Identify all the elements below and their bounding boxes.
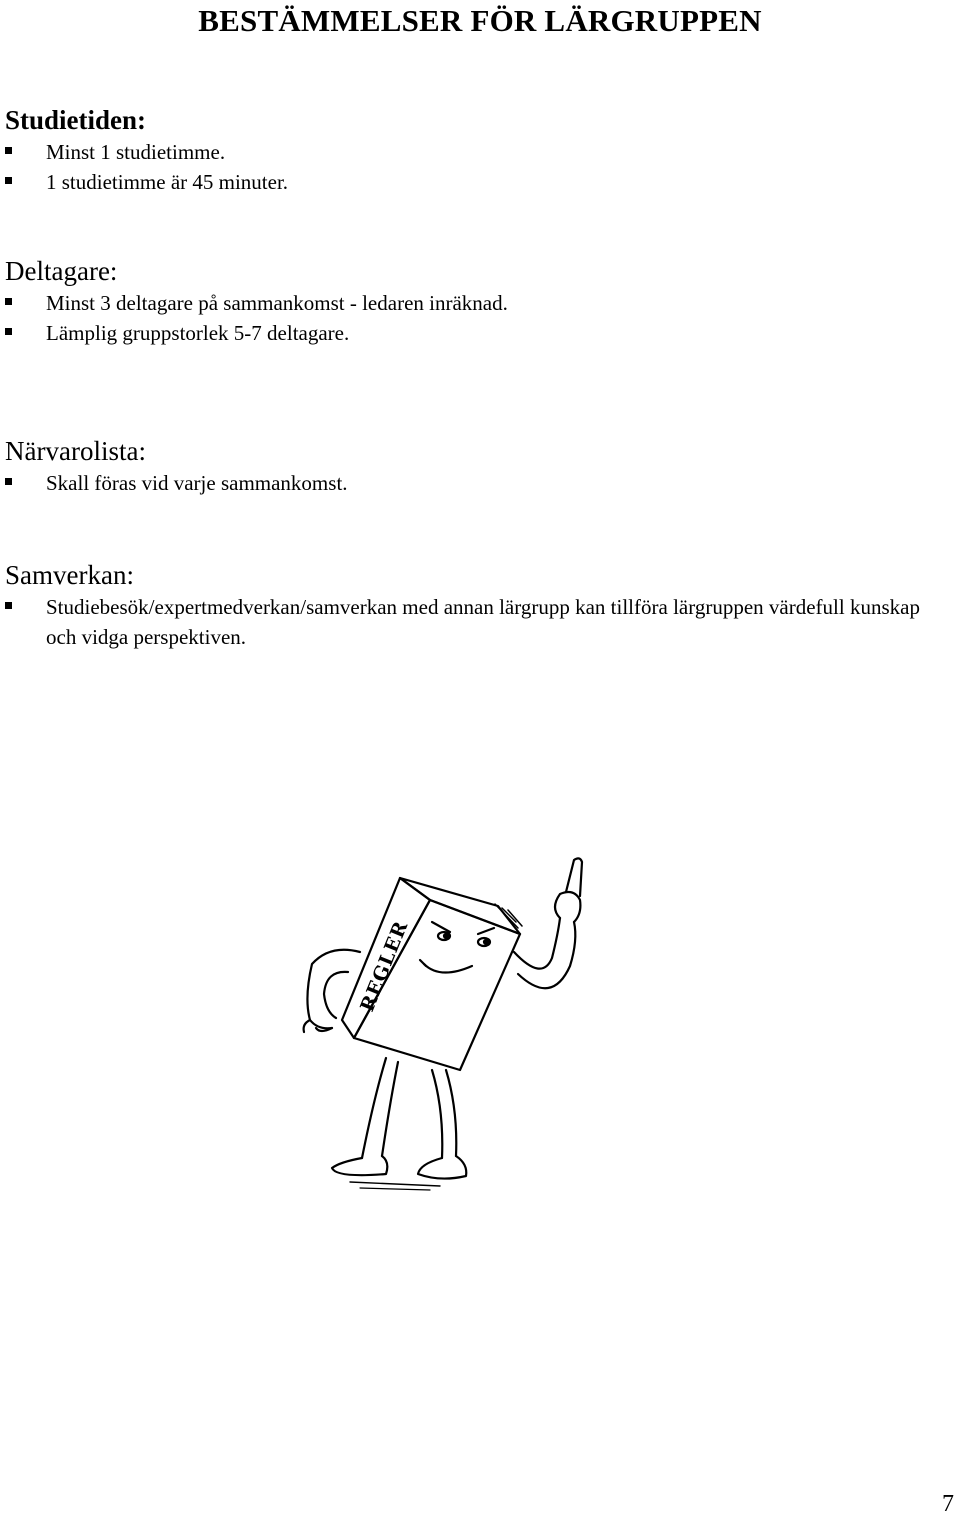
square-bullet-icon (5, 602, 12, 609)
list-item-text: 1 studietimme är 45 minuter. (46, 170, 289, 194)
section-studietiden (5, 103, 935, 197)
square-bullet-icon (5, 478, 12, 485)
section-heading: Närvarolista: (5, 436, 146, 466)
square-bullet-icon (5, 328, 12, 335)
list-item-text: Minst 3 deltagare på sammankomst - ledaren inräknad. (46, 291, 508, 315)
list-item-text: Minst 1 studietimme. (46, 140, 226, 164)
square-bullet-icon (5, 298, 12, 305)
section-deltagare (5, 254, 935, 348)
section-narvarolista (5, 434, 935, 498)
list-item (5, 468, 935, 498)
section-heading: Studietiden: (5, 105, 147, 135)
regler-label: REGLER (356, 917, 413, 1015)
list-item-text: Lämplig gruppstorlek 5-7 deltagare. (46, 321, 350, 345)
square-bullet-icon (5, 147, 12, 154)
square-bullet-icon (5, 177, 12, 184)
rulebook-character-icon (290, 848, 610, 1193)
page-title: BESTÄMMELSER FÖR LÄRGRUPPEN (198, 3, 762, 38)
list-item (5, 592, 935, 652)
list-item-text: Skall föras vid varje sammankomst. (46, 471, 348, 495)
section-heading: Deltagare: (5, 256, 118, 286)
list-item-text: Studiebesök/expertmedverkan/samverkan med annan lärgrupp kan tillföra lärgruppen värdefull kunskap och vidga perspektiven. (46, 595, 920, 649)
section-samverkan (5, 558, 935, 652)
list-item (5, 318, 935, 348)
section-heading: Samverkan: (5, 560, 134, 590)
list-item (5, 288, 935, 318)
page-number: 7 (942, 1491, 954, 1517)
list-item (5, 167, 935, 197)
list-item (5, 137, 935, 167)
